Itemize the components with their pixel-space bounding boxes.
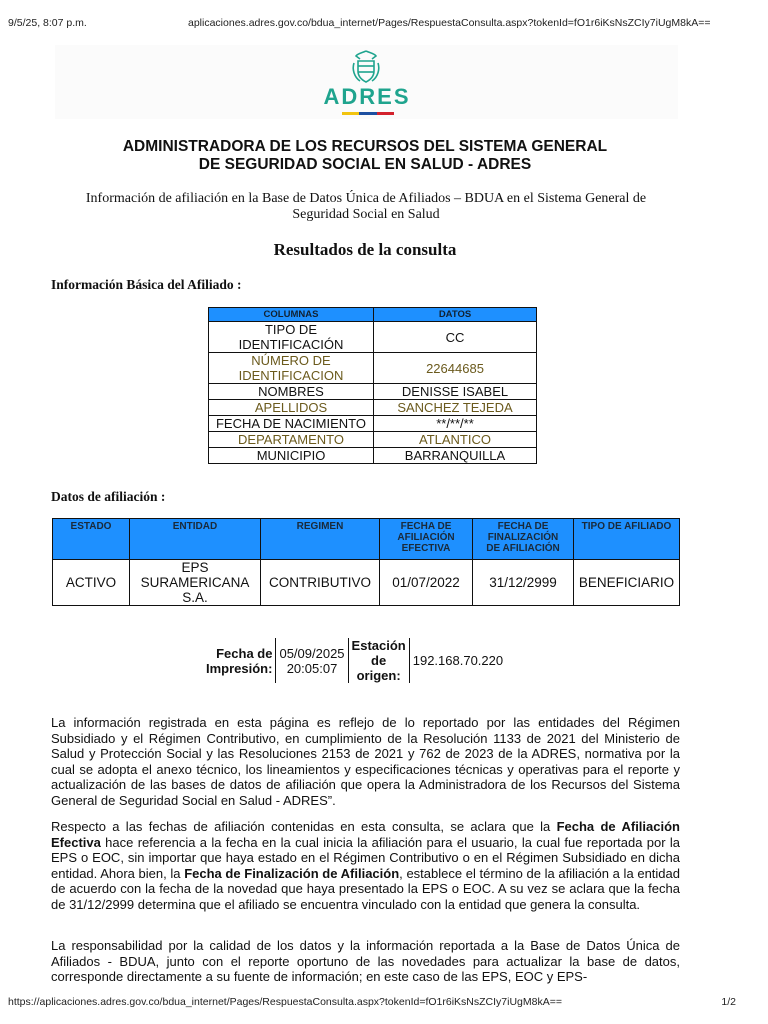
regimen-cell: CONTRIBUTIVO	[261, 560, 380, 606]
table-row	[209, 384, 537, 400]
column-header: FECHA DE FINALIZACIÓN DE AFILIACIÓN	[473, 519, 574, 560]
responsibility-paragraph: La responsabilidad por la calidad de los datos y la información reportada a la Base de Datos Única de Afiliados - BDUA, junto con el reporte oportuno de las novedades para actualizar la base de datos, corresponde directamente a su fuente de información; en este caso de las EPS, EOC y EPS-	[51, 938, 680, 984]
row-value: CC	[374, 322, 537, 353]
estado-cell: ACTIVO	[53, 560, 130, 606]
basic-info-heading: Información Básica del Afiliado :	[51, 277, 242, 292]
table-row	[209, 432, 537, 448]
row-value: SANCHEZ TEJEDA	[374, 400, 537, 416]
row-label: TIPO DE IDENTIFICACIÓN	[209, 322, 374, 353]
row-value: **/**/**	[374, 416, 537, 432]
table-header-row	[209, 308, 537, 322]
column-header: ESTADO	[53, 519, 130, 560]
table-row	[53, 560, 680, 606]
fecha-finalizacion-cell: 31/12/2999	[473, 560, 574, 606]
column-header: ENTIDAD	[130, 519, 261, 560]
table-row	[209, 322, 537, 353]
subtitle-line: Información de afiliación en la Base de Datos Única de Afiliados – BDUA en el Sistema General de	[85, 191, 647, 206]
row-label: APELLIDOS	[209, 400, 374, 416]
page-url: aplicaciones.adres.gov.co/bdua_internet/Pages/RespuestaConsulta.aspx?tokenId=fO1r6iKsNsZCIy7iUgM8kA==	[188, 17, 711, 29]
affiliation-table	[52, 518, 680, 606]
page-number: 1/2	[721, 996, 736, 1008]
title-line: ADMINISTRADORA DE LOS RECURSOS DEL SISTEMA GENERAL	[122, 138, 608, 155]
table-row	[209, 416, 537, 432]
flag-stripe	[342, 112, 394, 115]
entidad-cell: EPS SURAMERICANA S.A.	[130, 560, 261, 606]
column-header: DATOS	[374, 308, 537, 322]
column-header: FECHA DE AFILIACIÓN EFECTIVA	[380, 519, 473, 560]
tipo-afiliado-cell: BENEFICIARIO	[574, 560, 680, 606]
station-ip: 192.168.70.220	[409, 638, 506, 683]
row-label: NÚMERO DE IDENTIFICACION	[209, 353, 374, 384]
affiliation-heading: Datos de afiliación :	[51, 489, 166, 504]
column-header: COLUMNAS	[209, 308, 374, 322]
footer-url: https://aplicaciones.adres.gov.co/bdua_internet/Pages/RespuestaConsulta.aspx?tokenId=fO1r6iKsNsZCIy7iUgM8kA==	[8, 996, 562, 1008]
adres-logo: ADRES	[323, 84, 411, 109]
column-header: REGIMEN	[261, 519, 380, 560]
disclaimer-paragraph: La información registrada en esta página es reflejo de lo reportado por las entidades del Régimen Subsidiado y el Régimen Contributivo, en cumplimiento de la Resolución 1133 de 2021 del Ministerio de Salud y Protección Social y las Resoluciones 2153 de 2021 y 762 de 2023 de la ADRES, normativa por la cual se adopta el anexo técnico, los lineamientos y especificaciones técnicas y operativas para el reporte y actualización de las bases de datos de afiliación que opera la Administradora de los Recursos del Sistema General de Seguridad Social en Salud - ADRES”.	[51, 715, 680, 808]
row-label: NOMBRES	[209, 384, 374, 400]
page-subtitle	[60, 191, 672, 223]
title-line: DE SEGURIDAD SOCIAL EN SALUD - ADRES	[198, 156, 532, 173]
results-heading: Resultados de la consulta	[273, 240, 457, 259]
station-label: Estación de origen:	[348, 638, 409, 683]
table-row	[209, 400, 537, 416]
row-value: ATLANTICO	[374, 432, 537, 448]
table-header-row	[53, 519, 680, 560]
subtitle-line: Seguridad Social en Salud	[292, 207, 440, 222]
table-row	[209, 448, 537, 464]
row-label: DEPARTAMENTO	[209, 432, 374, 448]
page-title	[80, 138, 650, 174]
fecha-efectiva-cell: 01/07/2022	[380, 560, 473, 606]
row-value: 22644685	[374, 353, 537, 384]
basic-info-table	[208, 307, 537, 464]
row-label: MUNICIPIO	[209, 448, 374, 464]
print-date-value: 05/09/2025 20:05:07	[276, 638, 348, 683]
column-header: TIPO DE AFILIADO	[574, 519, 680, 560]
table-row	[209, 353, 537, 384]
print-date-label: Fecha de Impresión:	[206, 645, 273, 676]
coat-of-arms-icon	[346, 47, 386, 87]
row-value: DENISSE ISABEL	[374, 384, 537, 400]
print-date: 9/5/25, 8:07 p.m.	[8, 17, 87, 29]
print-info-table	[203, 638, 506, 683]
row-value: BARRANQUILLA	[374, 448, 537, 464]
row-label: FECHA DE NACIMIENTO	[209, 416, 374, 432]
dates-paragraph: Respecto a las fechas de afiliación contenidas en esta consulta, se aclara que la Fecha de Afiliación Efectiva hace referencia a la fecha en la cual inicia la afiliación para el usuario, la cual fue reportada por la EPS o EOC, sin importar que haya estado en el Régimen Contributivo o en el Régimen Subsidiado en dicha entidad. Ahora bien, la Fecha de Finalización de Afiliación, establece el término de la afiliación a la entidad de acuerdo con la fecha de la novedad que haya presentado la EPS o EOC. A su vez se aclara que la fecha de 31/12/2999 determina que el afiliado se encuentra vinculado con la entidad que genera la consulta.	[51, 819, 680, 912]
